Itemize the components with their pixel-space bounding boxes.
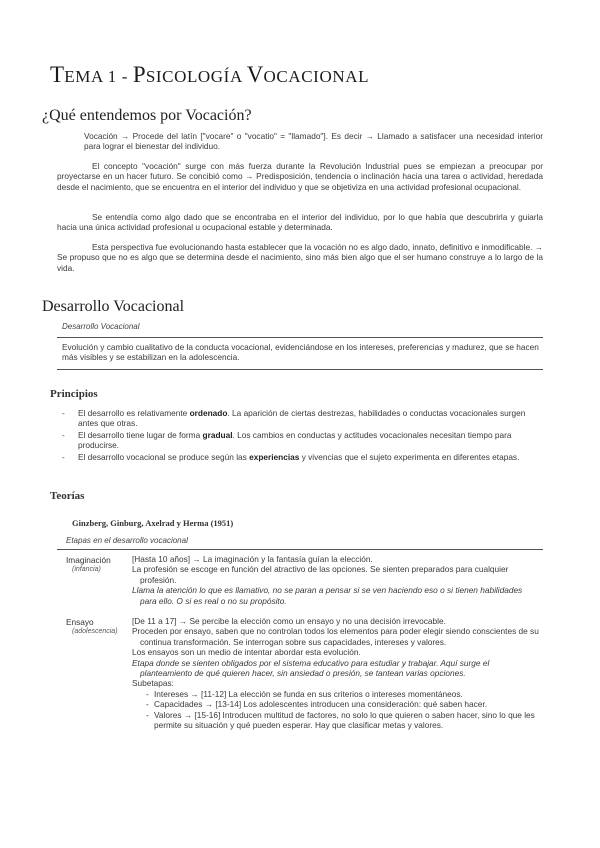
page-title: TEMA 1 - PSICOLOGÍA VOCACIONAL	[50, 62, 370, 87]
definition-box-text: Evolución y cambio cualitativo de la conducta vocacional, evidenciándose en los intereses, preferencias y madurez, que se hacen más visibles y se estabilizan en la adolescencia.	[62, 342, 539, 363]
teorias-heading: Teorías	[50, 490, 85, 502]
desarrollo-heading: Desarrollo Vocacional	[42, 298, 185, 315]
stage-ensayo-sub: (adolescencia)	[72, 628, 118, 635]
subetapas-label: Subetapas:	[132, 678, 174, 689]
list-item: - Intereses → [11-12] La elección se funda en sus criterios o intereses momentáneos.	[132, 689, 540, 699]
stage-imaginacion-body	[132, 554, 540, 606]
stage-ensayo-line: Etapa donde se sienten obligados por el sistema educativo para estudiar y trabajar. Aquí surge el planteamiento de qué quieren hacer, sin ansiedad o presión, se tantean varias opciones.	[132, 657, 490, 679]
intro-heading: ¿Qué entendemos por Vocación?	[42, 107, 252, 124]
list-item: - El desarrollo es relativamente ordenado. La aparición de ciertas destrezas, habilidades o conductas vocacionales surgen antes que otras.	[62, 408, 542, 429]
list-item: - Capacidades → [13-14] Los adolescentes introducen una consideración: qué saben hacer.	[132, 699, 540, 709]
subetapas-list	[132, 689, 540, 731]
principios-list	[62, 408, 542, 463]
definition-box-label: Desarrollo Vocacional	[62, 322, 140, 331]
stage-ensayo-name: Ensayo	[66, 617, 94, 627]
authors-citation: Ginzberg, Ginburg, Axelrad y Herma (1951)	[72, 518, 234, 528]
stage-imaginacion-sub: (infancia)	[72, 566, 101, 573]
definition-box-top-rule	[57, 337, 543, 338]
list-item: - El desarrollo vocacional se produce según las experiencias y vivencias que el sujeto experimenta en diferentes etapas.	[62, 452, 542, 462]
definition-box-bottom-rule	[57, 369, 543, 370]
intro-paragraph-1: Vocación → Procede del latín ["vocare" o "vocatio" = "llamado"]. Es decir → Llamado a satisfacer una necesidad interior para lograr el bienestar del individuo.	[84, 131, 543, 152]
stage-ensayo-line: Los ensayos son un medio de intentar abordar esta evolución.	[132, 647, 361, 658]
list-item: - Valores → [15-16] Introducen multitud de factores, no solo lo que quieren o saben hacer, sino lo que les permite su situación y qué pueden esperar. Hay que clasificar metas y valores.	[132, 710, 540, 731]
etapas-label: Etapas en el desarrollo vocacional	[66, 536, 188, 545]
stage-imaginacion-line: La profesión se escoge en función del atractivo de las opciones. Se sienten preparados para cualquier profesión.	[132, 564, 509, 585]
stage-ensayo-line: Proceden por ensayo, saben que no controlan todos los elementos para poder elegir siendo conscientes de su continua transformación. Se interrogan sobre sus capacidades, intereses y valores.	[132, 626, 539, 647]
intro-paragraph-3: Se entendía como algo dado que se encontraba en el interior del individuo, por lo que había que descubrirla y guiarla hacia una única actividad profesional u ocupacional estable y determinada.	[57, 212, 543, 233]
stage-imaginacion-line: Llama la atención lo que es llamativo, no se paran a pensar si se ven haciendo eso o si tienen habilidades para ello. O si es real o no su propósito.	[132, 585, 523, 606]
intro-paragraph-2: El concepto "vocación" surge con más fuerza durante la Revolución Industrial pues se empiezan a preocupar por proyectarse en un hacer futuro. Se concibió como → Predisposición, tendencia o inclinación hacia una tarea o actividad, heredada desde el nacimiento, que se encuentra en el interior del individuo y que se objetiviza en una actividad profesional ocupacional.	[57, 161, 543, 192]
stage-ensayo-body	[132, 616, 540, 730]
stage-imaginacion-name: Imaginación	[66, 555, 111, 565]
etapas-rule	[57, 549, 543, 550]
intro-paragraph-4: Esta perspectiva fue evolucionando hasta establecer que la vocación no es algo dado, innato, definitivo e inmodificable. → Se propuso que no es algo que se determina desde el nacimiento, sino más bien algo que el ser humano construye a lo largo de la vida.	[57, 242, 543, 273]
list-item: - El desarrollo tiene lugar de forma gradual. Los cambios en conductas y actitudes vocacionales necesitan tiempo para producirse.	[62, 430, 542, 451]
stage-ensayo-line: [De 11 a 17] → Se percibe la elección como un ensayo y no una decisión irrevocable.	[132, 616, 446, 626]
principios-heading: Principios	[50, 388, 98, 400]
stage-imaginacion-line: [Hasta 10 años] → La imaginación y la fantasía guían la elección.	[132, 554, 373, 564]
